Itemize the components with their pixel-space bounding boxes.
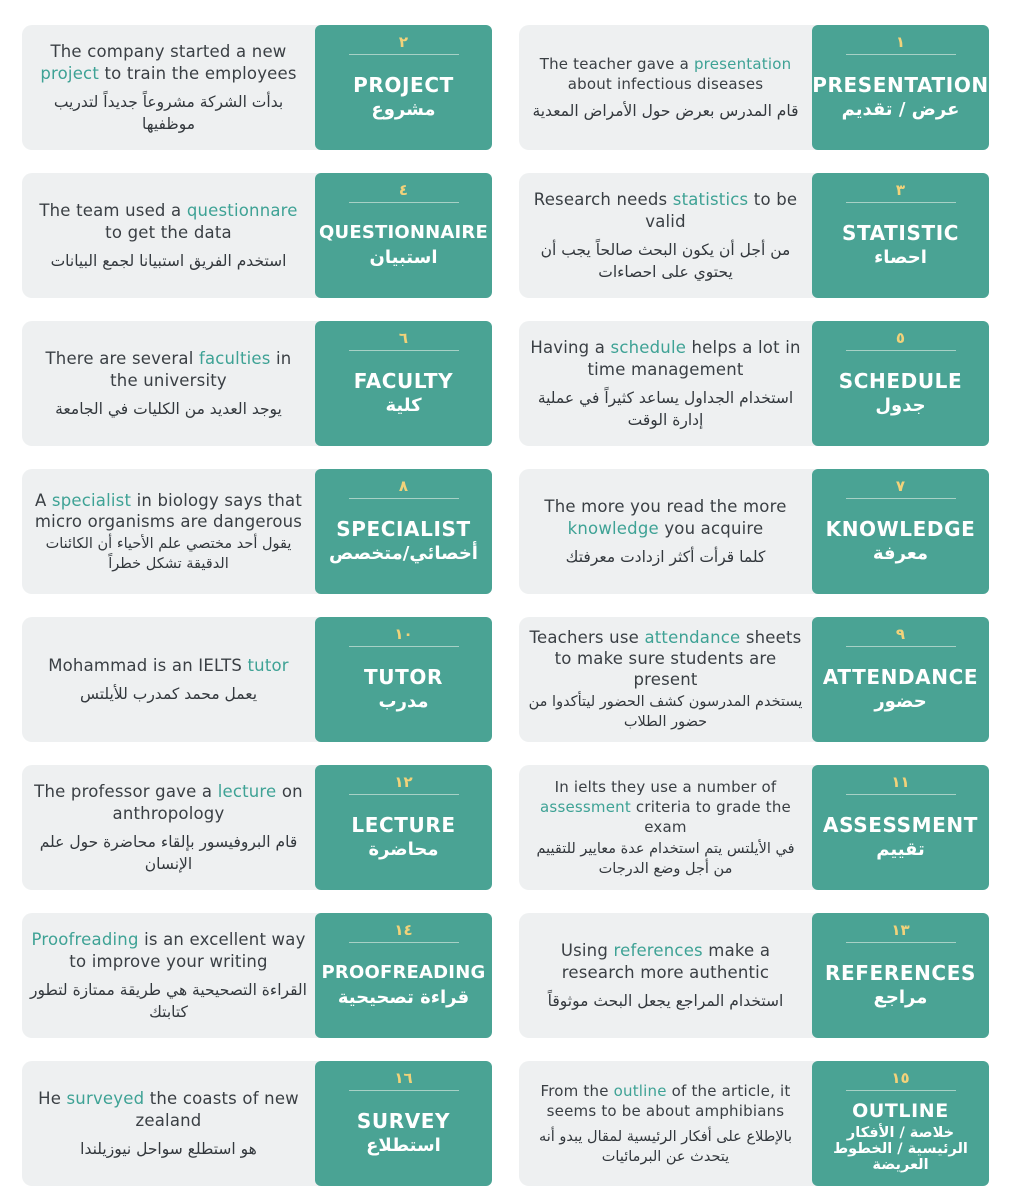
term-english: ATTENDANCE [822,664,979,689]
example-arabic: قام البروفيسور بإلقاء محاضرة حول علم الإنسان [39,832,298,873]
term-arabic: خلاصة / الأفكار الرئيسية / الخطوط العريضة [833,1124,968,1173]
term-arabic: أخصائي/متخصص [329,542,478,564]
term-number: ٤ [398,181,409,199]
term-english: REFERENCES [825,960,976,985]
example-english: He surveyed the coasts of new zealand [38,1088,299,1130]
highlighted-word: Proofreading [31,929,139,949]
term-english: KNOWLEDGE [825,516,976,541]
divider [846,794,956,795]
example-panel [519,321,812,446]
term-panel [812,617,989,742]
example-panel [519,469,812,594]
highlighted-word: references [613,940,703,960]
example-panel [519,173,812,298]
vocab-card-statistic [519,173,989,298]
term-arabic: استبيان [369,246,438,268]
example-arabic: يعمل محمد كمدرب للأيلتس [79,684,258,703]
vocab-card-knowledge [519,469,989,594]
term-arabic: محاضرة [368,838,439,860]
term-english: OUTLINE [852,1099,949,1122]
example-arabic: بدأت الشركة مشروعاً جديداً لتدريب موظفيها [53,92,284,133]
vocab-card-assessment [519,765,989,890]
example-panel [519,617,812,742]
term-number: ١٦ [394,1069,413,1087]
example-panel [519,25,812,150]
term-number: ١١ [891,773,910,791]
example-panel [519,913,812,1038]
term-number: ١٤ [394,921,413,939]
example-arabic: بالإطلاع على أفكار الرئيسية لمقال يبدو أنه يتحدث عن البرمائيات [538,1128,793,1165]
term-panel [315,913,492,1038]
divider [846,350,956,351]
example-english: The company started a new project to train the employees [40,41,297,83]
term-english: STATISTIC [841,220,960,245]
vocab-card-tutor [22,617,492,742]
example-arabic: هو استطلع سواحل نيوزيلندا [80,1139,257,1158]
term-english: PROJECT [353,72,454,97]
example-english: The more you read the more knowledge you acquire [544,496,787,538]
term-panel [315,765,492,890]
term-arabic: استطلاع [366,1134,441,1156]
example-english: Teachers use attendance sheets to make sure students are present [529,628,802,689]
divider [846,54,956,55]
term-panel [315,173,492,298]
highlighted-word: tutor [247,655,289,675]
vocab-card-schedule [519,321,989,446]
highlighted-word: assessment [540,797,631,816]
example-panel [22,617,315,742]
example-arabic: يقول أحد مختصي علم الأحياء أن الكائنات الدقيقة تشكل خطراً [45,535,292,572]
highlighted-word: questionnare [186,200,298,220]
vocab-card-survey [22,1061,492,1186]
term-panel [812,765,989,890]
term-panel [812,173,989,298]
term-number: ١٠ [394,625,413,643]
example-english: A specialist in biology says that micro organisms are dangerous [34,490,303,531]
example-panel [22,25,315,150]
term-arabic: احصاء [874,246,927,268]
term-number: ٣ [895,181,906,199]
highlighted-word: schedule [610,337,687,357]
example-english: The professor gave a lecture on anthropology [34,781,303,823]
term-english: FACULTY [353,368,454,393]
divider [846,646,956,647]
highlighted-word: statistics [672,189,749,209]
highlighted-word: faculties [198,348,271,368]
highlighted-word: knowledge [567,518,659,538]
example-arabic: استخدم الفريق استبيانا لجمع البيانات [50,251,287,270]
highlighted-word: project [40,63,99,83]
divider [349,942,459,943]
term-number: ١٣ [891,921,910,939]
example-english: Having a schedule helps a lot in time management [530,337,801,379]
highlighted-word: lecture [217,781,277,801]
divider [349,794,459,795]
term-english: SCHEDULE [838,368,963,393]
term-english: TUTOR [364,664,443,689]
example-english: In ielts they use a number of assessment criteria to grade the exam [540,777,791,836]
term-number: ٩ [895,625,906,643]
example-english: From the outline of the article, it seems to be about amphibians [540,1081,791,1120]
term-arabic: تقييم [876,838,925,860]
vocab-card-presentation [519,25,989,150]
term-number: ١٢ [394,773,413,791]
example-arabic: يوجد العديد من الكليات في الجامعة [55,399,282,418]
term-english: PRESENTATION [812,72,989,97]
highlighted-word: outline [613,1081,667,1100]
term-number: ١ [895,33,906,51]
term-english: SURVEY [356,1108,451,1133]
divider [349,350,459,351]
term-panel [812,25,989,150]
term-arabic: جدول [875,394,926,416]
divider [846,498,956,499]
term-panel [812,469,989,594]
example-arabic: كلما قرأت أكثر ازدادت معرفتك [565,547,766,566]
example-english: There are several faculties in the university [45,348,292,390]
term-panel [812,1061,989,1186]
example-panel [22,765,315,890]
vocab-card-references [519,913,989,1038]
vocab-card-project [22,25,492,150]
term-number: ١٥ [891,1069,910,1087]
term-panel [315,321,492,446]
divider [349,498,459,499]
example-arabic: استخدام الجداول يساعد كثيراً في عملية إدارة الوقت [537,388,794,429]
term-arabic: مشروع [371,98,436,120]
example-arabic: من أجل أن يكون البحث صالحاً يجب أن يحتوي على احصاءات [540,240,791,281]
term-panel [315,25,492,150]
example-panel [519,1061,812,1186]
term-number: ٨ [398,477,409,495]
term-panel [315,469,492,594]
divider [349,646,459,647]
vocab-card-attendance [519,617,989,742]
term-arabic: معرفة [872,542,929,564]
example-arabic: في الأيلتس يتم استخدام عدة معايير للتقييم من أجل وضع الدرجات [536,840,795,877]
divider [846,1090,956,1091]
example-panel [519,765,812,890]
example-arabic: قام المدرس بعرض حول الأمراض المعدية [532,101,799,120]
term-panel [812,321,989,446]
term-number: ٦ [398,329,409,347]
term-number: ٢ [398,33,409,51]
term-english: ASSESSMENT [823,812,978,837]
example-english: Research needs statistics to be valid [533,189,798,231]
term-number: ٥ [895,329,906,347]
example-arabic: استخدام المراجع يجعل البحث موثوقاً [547,991,784,1010]
term-panel [315,1061,492,1186]
example-panel [22,913,315,1038]
highlighted-word: attendance [644,628,741,647]
example-arabic: يستخدم المدرسون كشف الحضور ليتأكدوا من حضور الطلاب [528,694,803,730]
term-arabic: مراجع [873,986,928,1008]
vocab-card-outline [519,1061,989,1186]
term-panel [315,617,492,742]
example-english: Using references make a research more authentic [560,940,771,982]
example-panel [22,173,315,298]
divider [349,202,459,203]
vocab-card-lecture [22,765,492,890]
divider [846,202,956,203]
example-english: The teacher gave a presentation about infectious diseases [539,54,792,93]
vocab-card-specialist [22,469,492,594]
example-english: The team used a questionnare to get the data [39,200,298,242]
term-arabic: كلية [385,394,422,416]
example-arabic: القراءة التصحيحية هي طريقة ممتازة لتطور كتابتك [30,980,307,1021]
example-english: Mohammad is an IELTS tutor [48,655,289,675]
term-arabic: عرض / تقديم [841,98,960,120]
example-panel [22,1061,315,1186]
highlighted-word: surveyed [66,1088,145,1108]
highlighted-word: specialist [51,490,132,510]
divider [846,942,956,943]
term-number: ٧ [895,477,906,495]
term-arabic: قراءة تصحيحية [337,986,470,1008]
vocab-card-faculty [22,321,492,446]
divider [349,1090,459,1091]
divider [349,54,459,55]
term-english: LECTURE [351,812,456,837]
term-panel [812,913,989,1038]
example-panel [22,321,315,446]
term-arabic: مدرب [378,690,429,712]
vocab-card-proofreading [22,913,492,1038]
vocab-card-questionnaire [22,173,492,298]
term-english: PROOFREADING [321,961,486,983]
term-english: SPECIALIST [336,516,471,541]
example-panel [22,469,315,594]
term-arabic: حضور [874,690,927,712]
term-english: QUESTIONNAIRE [319,221,488,243]
example-english: Proofreading is an excellent way to improve your writing [31,929,306,971]
highlighted-word: presentation [693,54,792,73]
